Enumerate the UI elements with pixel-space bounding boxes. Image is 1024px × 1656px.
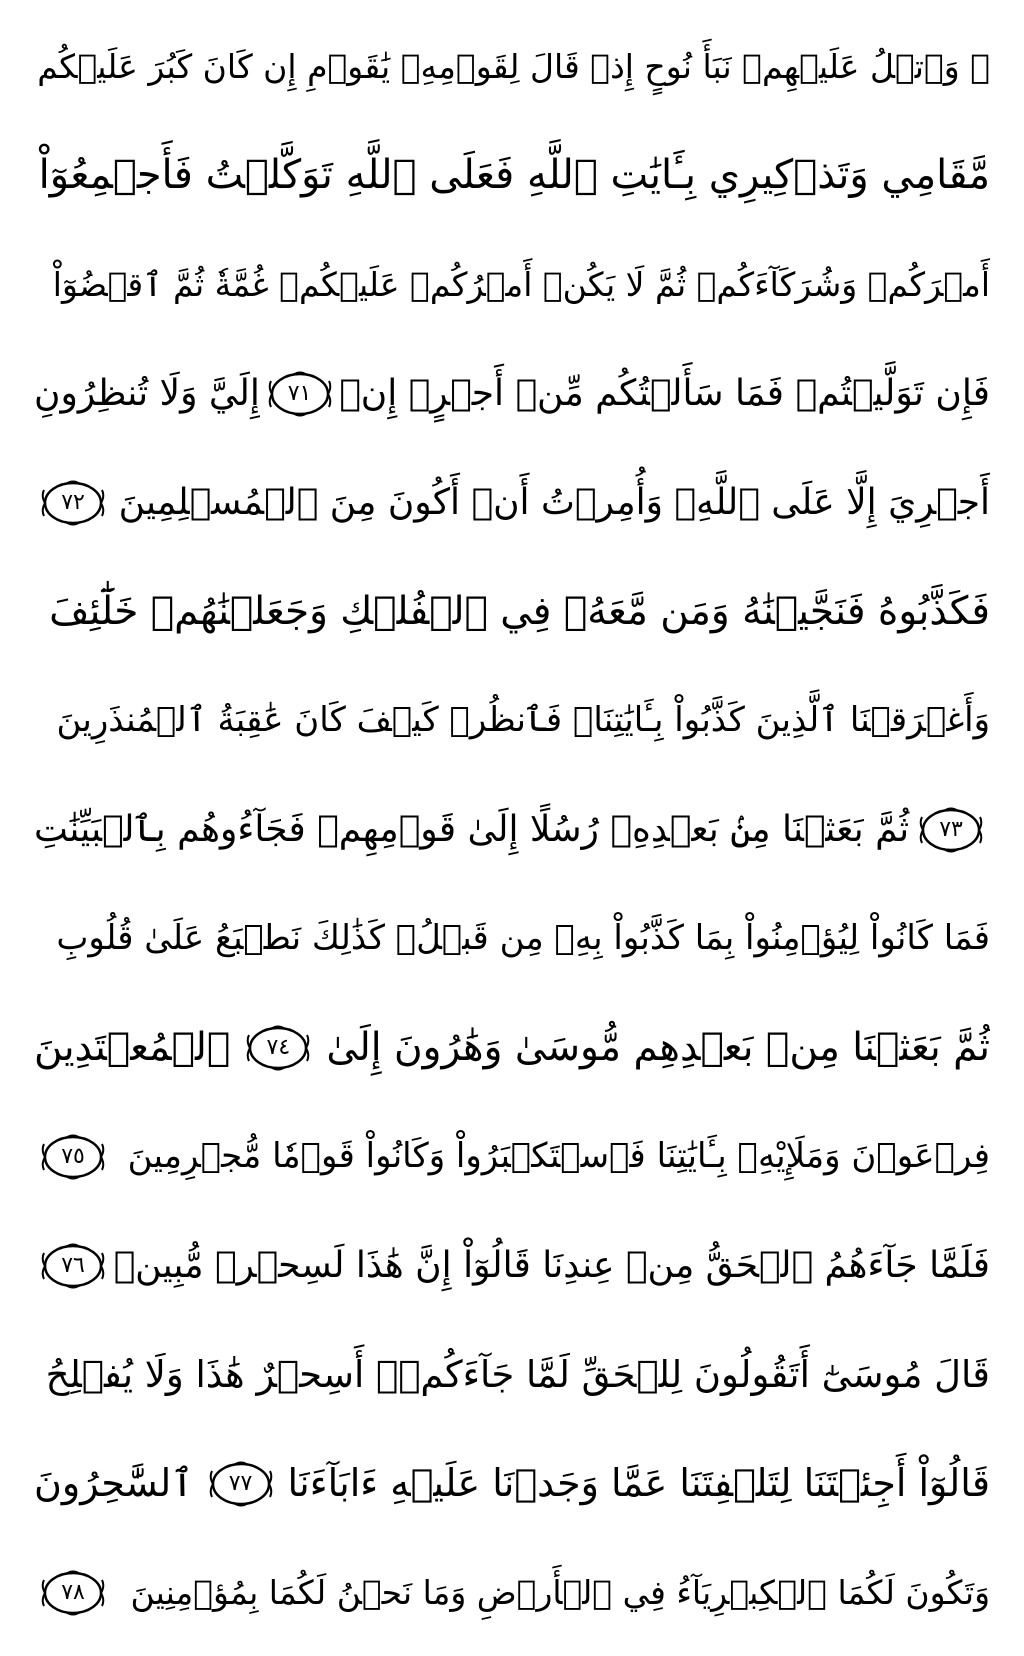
- verse-line: [34, 666, 990, 775]
- verse-text: ثُمَّ بَعَثۡنَا مِنۢ بَعۡدِهِۦ رُسُلًا إِلَىٰ قَوۡمِهِمۡ فَجَآءُوهُم بِٱلۡبَيِّنَٰتِ: [34, 809, 910, 850]
- ayah-number: ٧٤: [266, 1034, 291, 1060]
- verse-text: أَجۡرِيَ إِلَّا عَلَى ٱللَّهِۖ وَأُمِرۡتُ أَنۡ أَكُونَ مِنَ ٱلۡمُسۡلِمِينَ: [118, 482, 990, 523]
- verse-text: فَإِن تَوَلَّيۡتُمۡ فَمَا سَأَلۡتُكُم مِّنۡ أَجۡرٍۖ إِنۡ: [339, 373, 990, 414]
- ayah-number: ٧٦: [61, 1252, 85, 1278]
- verse-line: [34, 775, 990, 884]
- verse-text: ۞ وَٱتۡلُ عَلَيۡهِمۡ نَبَأَ نُوحٍ إِذۡ قَالَ لِقَوۡمِهِۦ يَٰقَوۡمِ إِن كَانَ كَبُرَ عَلَيۡكُم: [37, 47, 990, 86]
- verse-line: [34, 339, 990, 448]
- ayah-end-marker: [245, 1023, 311, 1073]
- verse-text: وَتَكُونَ لَكُمَا ٱلۡكِبۡرِيَآءُ فِي ٱلۡأَرۡضِ وَمَا نَحۡنُ لَكُمَا بِمُؤۡمِنِينَ: [130, 1573, 990, 1612]
- verse-line: [34, 1320, 990, 1429]
- verse-text: ٱلۡمُعۡتَدِينَ: [34, 1025, 231, 1070]
- verse-line: [34, 230, 990, 339]
- ayah-number: ٧٣: [939, 816, 963, 842]
- verse-line: [34, 448, 990, 557]
- ayah-number: ٧١: [287, 380, 312, 406]
- verse-line: [34, 1211, 990, 1320]
- verse-text: فَمَا كَانُواْ لِيُؤۡمِنُواْ بِمَا كَذَّبُواْ بِهِۦ مِن قَبۡلُۚ كَذَٰلِكَ نَطۡبَعُ عَلَىٰ قُلُوبِ: [56, 918, 990, 958]
- verse-text: ٱلسَّٰحِرُونَ: [34, 1461, 194, 1505]
- verse-line: [34, 121, 990, 230]
- verse-lines: [34, 12, 990, 1647]
- verse-line: [34, 993, 990, 1102]
- ayah-end-marker: [40, 1241, 106, 1291]
- ayah-number: ٧٨: [61, 1579, 85, 1605]
- verse-text: فِرۡعَوۡنَ وَمَلَإِيْهِۦ بِـَٔايَٰتِنَا فَٱسۡتَكۡبَرُواْ وَكَانُواْ قَوۡمٗا مُّجۡرِمِينَ: [127, 1136, 990, 1176]
- verse-text: مَّقَامِي وَتَذۡكِيرِي بِـَٔايَٰتِ ٱللَّهِ فَعَلَى ٱللَّهِ تَوَكَّلۡتُ فَأَجۡمِعُوٓاْ: [38, 152, 990, 198]
- verse-text: فَكَذَّبُوهُ فَنَجَّيۡنَٰهُ وَمَن مَّعَهُۥ فِي ٱلۡفُلۡكِ وَجَعَلۡنَٰهُمۡ خَلَٰٓئِفَ: [49, 589, 990, 634]
- verse-line: [34, 1102, 990, 1211]
- verse-line: [34, 1429, 990, 1538]
- verse-text: قَالُوٓاْ أَجِئۡتَنَا لِتَلۡفِتَنَا عَمَّا وَجَدۡنَا عَلَيۡهِ ءَابَآءَنَا: [287, 1461, 990, 1505]
- verse-text: فَلَمَّا جَآءَهُمُ ٱلۡحَقُّ مِنۡ عِندِنَا قَالُوٓاْ إِنَّ هَٰذَا لَسِحۡرٞ مُّبِينٞ: [113, 1245, 990, 1286]
- ayah-end-marker: [40, 478, 106, 528]
- ayah-number: ٧٥: [61, 1143, 85, 1169]
- ayah-end-marker: [267, 369, 333, 419]
- verse-text: أَمۡرَكُمۡ وَشُرَكَآءَكُمۡ ثُمَّ لَا يَكُنۡ أَمۡرُكُمۡ عَلَيۡكُمۡ غُمَّةٗ ثُمَّ ٱقۡضُوٓاْ: [52, 265, 990, 304]
- ayah-end-marker: [918, 805, 984, 855]
- verse-line: [34, 884, 990, 993]
- verse-text: قَالَ مُوسَىٰٓ أَتَقُولُونَ لِلۡحَقِّ لَمَّا جَآءَكُمۡۖ أَسِحۡرٌ هَٰذَا وَلَا يُفۡلِحُ: [45, 1353, 990, 1396]
- ayah-end-marker: [208, 1459, 274, 1509]
- ayah-end-marker: [40, 1132, 106, 1182]
- verse-text: ثُمَّ بَعَثۡنَا مِنۢ بَعۡدِهِم مُّوسَىٰ وَهَٰرُونَ إِلَىٰ: [326, 1025, 990, 1070]
- verse-line: [34, 557, 990, 666]
- verse-line: [34, 12, 990, 121]
- ayah-end-marker: [40, 1568, 106, 1618]
- verse-line: [34, 1538, 990, 1647]
- verse-text: وَأَغۡرَقۡنَا ٱلَّذِينَ كَذَّبُواْ بِـَٔايَٰتِنَاۖ فَٱنظُرۡ كَيۡفَ كَانَ عَٰقِبَةُ ٱلۡمُنذَرِينَ: [56, 700, 990, 740]
- ayah-number: ٧٢: [61, 489, 85, 515]
- verse-text: إِلَيَّ وَلَا تُنظِرُونِ: [34, 373, 260, 414]
- ayah-number: ٧٧: [228, 1470, 253, 1496]
